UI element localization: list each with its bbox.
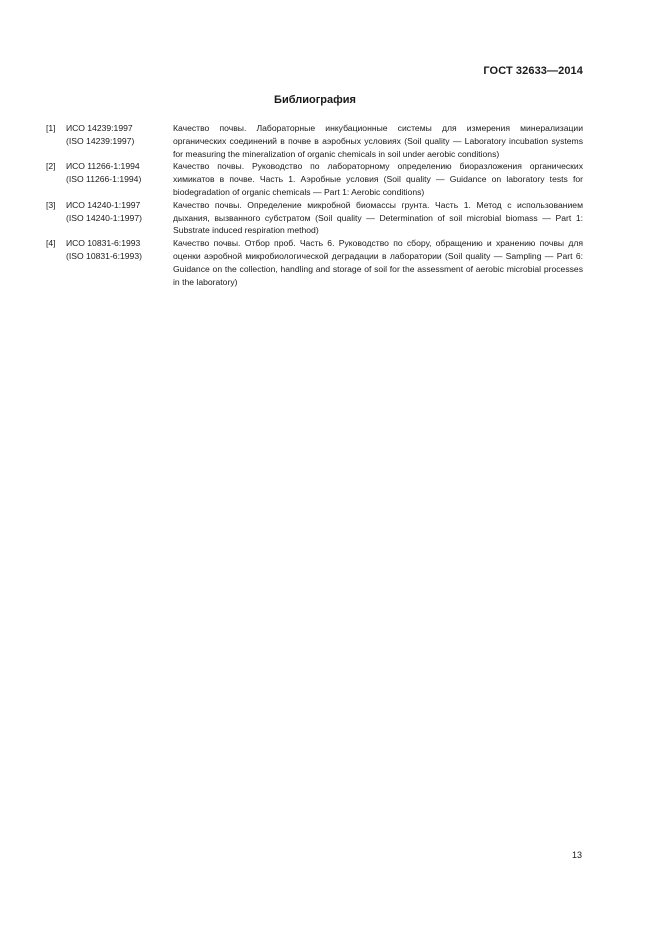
entry-number: [3]: [46, 199, 56, 210]
entry-ref-iso: (ISO 10831-6:1993): [66, 250, 142, 261]
entry-ref-national: ИСО 14240-1:1997: [66, 199, 141, 210]
standard-designation: ГОСТ 32633—2014: [483, 65, 583, 77]
bibliography-entry: [46, 237, 583, 288]
entry-references: [66, 237, 173, 288]
bibliography-entry: [46, 122, 583, 160]
entry-description: Качество почвы. Отбор проб. Часть 6. Руководство по сбору, обращению и хранению почвы для оценки аэробной микробиологической деградации в лаборатории (Soil quality — Sampling — Part 6: Guidance on the collection, handling and storage of soil for the assessment of aerobic microbial processes in the laboratory): [173, 238, 583, 287]
entry-ref-iso: (ISO 14240-1:1997): [66, 212, 142, 223]
entry-ref-national: ИСО 11266-1:1994: [66, 161, 140, 172]
entry-references: [66, 160, 173, 198]
entry-number: [4]: [46, 238, 56, 249]
bibliography-list: [46, 122, 583, 288]
entry-ref-national: ИСО 10831-6:1993: [66, 238, 141, 249]
page-number: 13: [571, 850, 582, 860]
section-title: Библиография: [274, 94, 356, 106]
entry-number: [2]: [46, 161, 56, 172]
bibliography-entry: [46, 160, 583, 198]
entry-description: Качество почвы. Руководство по лабораторному определению биоразложения органических химикатов в почве. Часть 1. Аэробные условия (Soil quality — Guidance on laboratory tests for biodegradation of organic chemicals — Part 1: Aerobic conditions): [173, 161, 583, 197]
entry-description: Качество почвы. Определение микробной биомассы грунта. Часть 1. Метод с использованием дыхания, вызванного субстратом (Soil quality — Determination of soil microbial biomass — Part 1: Substrate induced respiration method): [173, 199, 583, 236]
entry-ref-iso: (ISO 14239:1997): [66, 135, 135, 146]
bibliography-entry: [46, 199, 583, 237]
entry-references: [66, 199, 173, 237]
entry-references: [66, 122, 173, 160]
entry-description: Качество почвы. Лабораторные инкубационные системы для измерения минерализации органических соединений в почве в аэробных условиях (Soil quality — Laboratory incubation systems for measuring the mineralization of organic chemicals in soil under aerobic conditions): [173, 123, 583, 159]
entry-number: [1]: [46, 123, 56, 133]
entry-ref-iso: (ISO 11266-1:1994): [66, 174, 142, 185]
entry-ref-national: ИСО 14239:1997: [66, 123, 133, 133]
